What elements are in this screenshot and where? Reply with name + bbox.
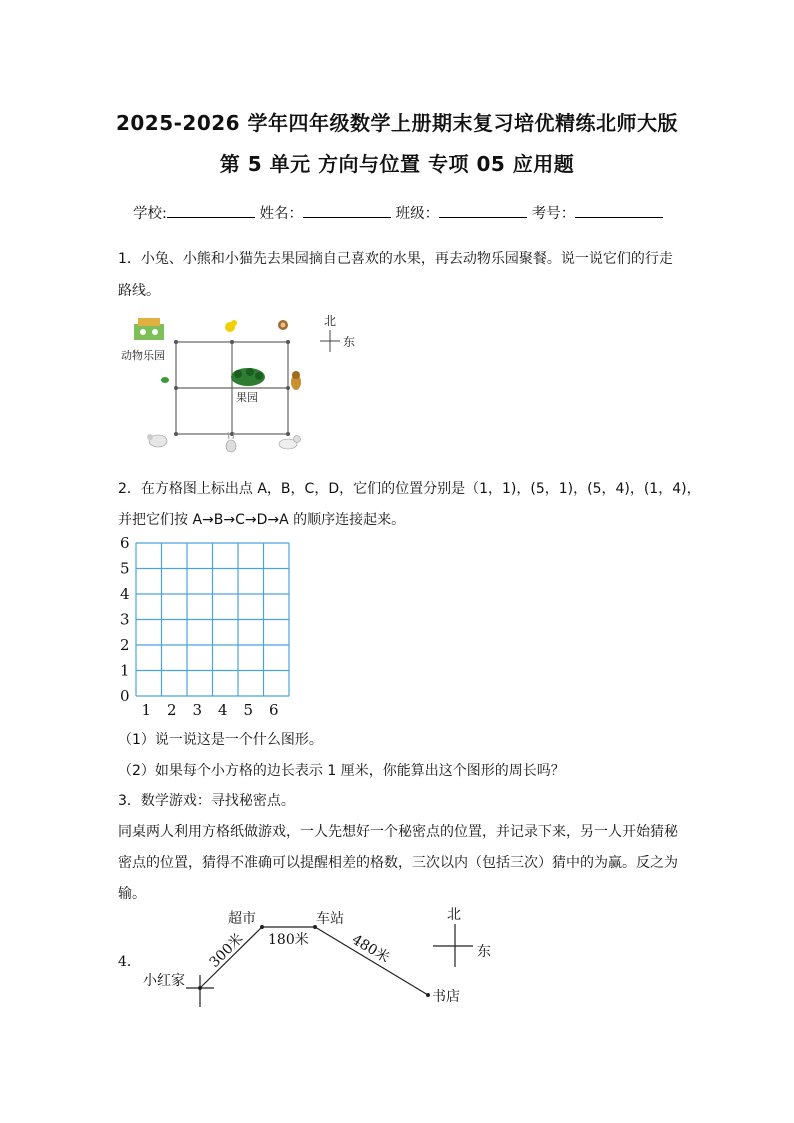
q3-text-line4: 输。 — [118, 886, 146, 902]
x-tick-label: 4 — [218, 701, 228, 719]
student-info-row — [133, 202, 663, 223]
zoo-label: 动物乐园 — [121, 349, 165, 362]
school-label: 学校: — [133, 206, 167, 222]
x-tick-label: 5 — [243, 701, 254, 719]
q4-route-figure — [110, 900, 510, 1015]
frog-icon — [161, 377, 169, 383]
cat-icon — [279, 436, 301, 450]
q2-text-line1: 2．在方格图上标出点 A，B，C，D，它们的位置分别是（1，1)，(5，1)，(5，4)，(1，4)， — [118, 481, 701, 497]
sheep-icon — [147, 434, 167, 447]
q4-north-label: 北 — [447, 907, 461, 923]
zoo-icon — [134, 318, 164, 340]
class-label: 班级： — [395, 206, 440, 222]
q2-sub1: （1）说一说这是一个什么图形。 — [118, 732, 323, 748]
supermarket-label: 超市 — [228, 911, 256, 927]
compass-icon — [320, 330, 340, 352]
route-station-bookstore — [315, 927, 428, 995]
bookstore-point — [426, 993, 430, 997]
name-blank[interactable] — [303, 203, 391, 218]
y-tick-label: 4 — [120, 585, 130, 603]
name-label: 姓名： — [259, 206, 303, 222]
x-tick-label: 3 — [192, 701, 203, 719]
bookstore-label: 书店 — [432, 989, 460, 1005]
y-tick-label: 6 — [120, 535, 130, 552]
q1-text-line2: 路线。 — [118, 283, 160, 299]
dist-station-bookstore: 480米 — [348, 931, 393, 967]
class-blank[interactable] — [439, 203, 527, 218]
y-tick-label: 3 — [120, 610, 130, 629]
page-subtitle: 第 5 单元 方向与位置 专项 05 应用题 — [219, 152, 575, 176]
q4-east-label: 东 — [477, 944, 491, 960]
page-title: 2025-2026 学年四年级数学上册期末复习培优精练北师大版 — [115, 111, 679, 135]
station-label: 车站 — [316, 911, 344, 927]
x-tick-label: 2 — [167, 701, 177, 719]
map-grid — [176, 342, 288, 434]
y-tick-label: 5 — [120, 559, 130, 578]
dist-home-supermarket: 300米 — [206, 930, 247, 971]
school-blank[interactable] — [167, 203, 255, 218]
y-tick-label: 0 — [120, 687, 130, 705]
monkey-icon — [278, 320, 288, 330]
exam-no-blank[interactable] — [575, 203, 663, 218]
q4-number: 4． — [118, 954, 141, 970]
y-tick-label: 1 — [120, 661, 130, 680]
x-tick-label: 1 — [141, 701, 152, 719]
q1-map-figure — [118, 312, 368, 464]
q2-sub2: （2）如果每个小方格的边长表示 1 厘米，你能算出这个图形的周长吗？ — [118, 763, 565, 779]
q3-text-line2: 同桌两人利用方格纸做游戏，一人先想好一个秘密点的位置，并记录下来，另一人开始猜秘 — [118, 824, 678, 840]
chick-icon — [225, 320, 237, 332]
orchard-label: 果园 — [236, 391, 258, 404]
q2-coordinate-grid — [112, 535, 312, 720]
supermarket-point — [260, 925, 264, 929]
fruit-tree-icon — [231, 368, 265, 386]
bear-icon — [291, 371, 301, 390]
north-label: 北 — [324, 314, 337, 328]
q3-text-line3: 密点的位置，猜得不准确可以提醒相差的格数，三次以内（包括三次）猜中的为赢。反之为 — [118, 855, 678, 871]
east-label: 东 — [343, 335, 356, 349]
dist-supermarket-station: 180米 — [268, 932, 309, 948]
x-tick-label: 6 — [269, 701, 279, 719]
exam-no-label: 考号： — [531, 206, 576, 222]
y-tick-label: 2 — [120, 636, 130, 654]
q1-text-line1: 1．小兔、小熊和小猫先去果园摘自己喜欢的水果，再去动物乐园聚餐。说一说它们的行走 — [118, 251, 673, 267]
home-label: 小红家 — [143, 973, 185, 989]
home-point — [198, 986, 202, 990]
q2-text-line2: 并把它们按 A→B→C→D→A 的顺序连接起来。 — [118, 512, 406, 528]
q3-text-line1: 3．数学游戏：寻找秘密点。 — [118, 793, 295, 809]
